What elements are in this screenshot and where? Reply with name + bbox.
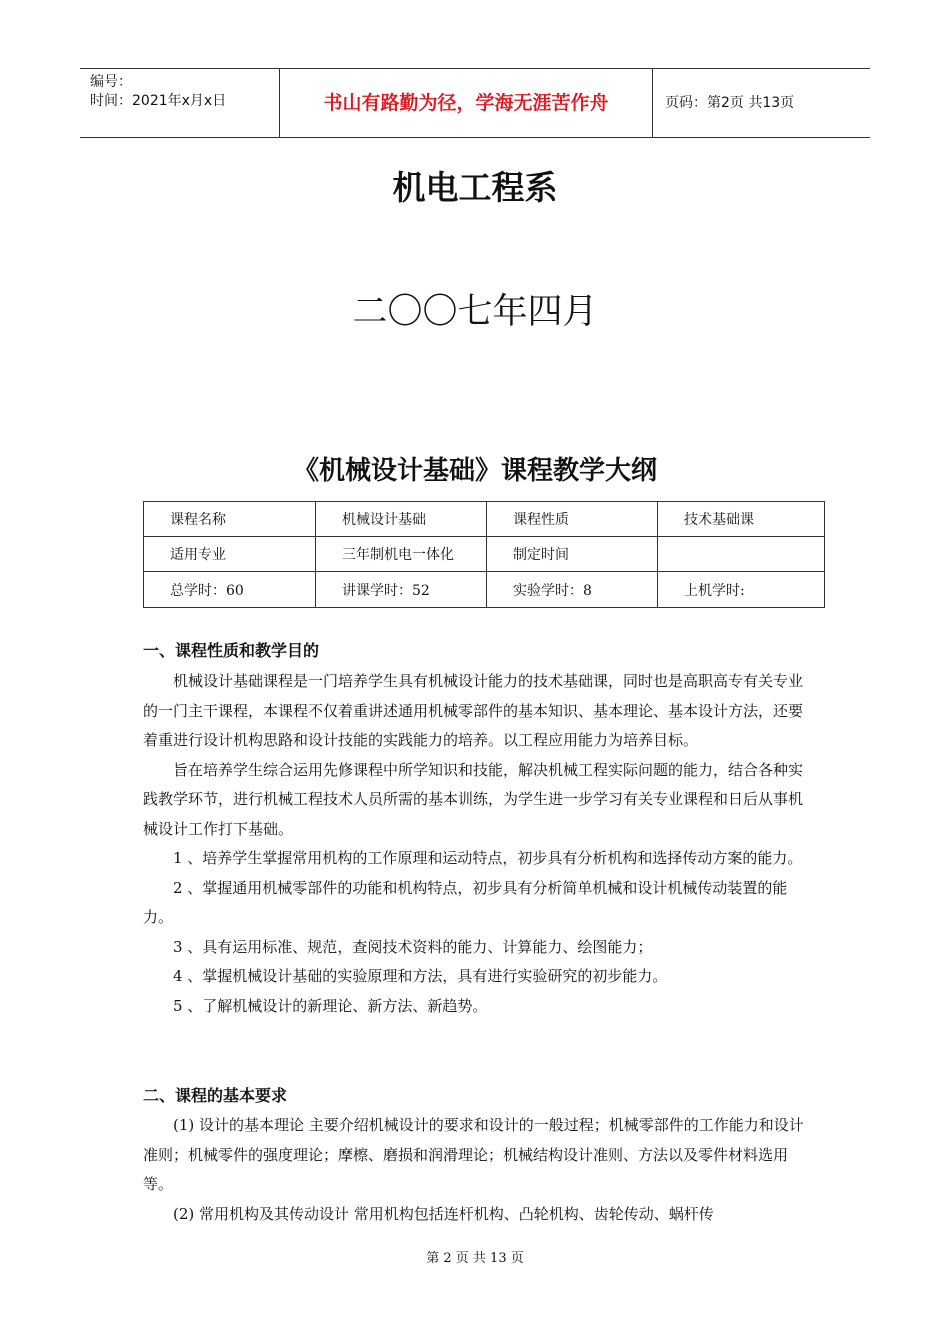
table-cell: 三年制机电一体化 (316, 537, 487, 572)
paragraph: (2) 常用机构及其传动设计 常用机构包括连杆机构、凸轮机构、齿轮传动、蜗杆传 (173, 1204, 714, 1223)
table-cell: 机械设计基础 (316, 502, 487, 537)
section1-heading: 一、课程性质和教学目的 (143, 641, 320, 660)
page-header (80, 68, 870, 138)
paragraph: 旨在培养学生综合运用先修课程中所学知识和技能，解决机械工程实际问题的能力，结合各种实践教学环节，进行机械工程技术人员所需的基本训练，为学生进一步学习有关专业课程和日后从事机械设计工作打下基础。 (143, 760, 804, 838)
table-cell: 实验学时：8 (487, 572, 658, 608)
number-label: 编号： (90, 74, 132, 90)
table-row (144, 572, 825, 608)
table-row (144, 502, 825, 537)
page-footer: 第 2 页 共 13 页 (426, 1251, 524, 1266)
paragraph: (1) 设计的基本理论 主要介绍机械设计的要求和设计的一般过程；机械零部件的工作能力和设计准则；机械零件的强度理论；摩檫、磨损和润滑理论；机械结构设计准则、方法以及零件材料选用等。 (143, 1116, 804, 1193)
header-meta (80, 69, 280, 137)
section2-body (143, 1111, 811, 1229)
paragraph: 2 、掌握通用机械零部件的功能和机构特点，初步具有分析简单机械和设计机械传动装置的能力。 (143, 878, 788, 926)
table-cell (658, 537, 825, 572)
course-info-table (143, 501, 825, 608)
table-cell: 讲课学时：52 (316, 572, 487, 608)
table-cell: 适用专业 (144, 537, 316, 572)
date-title: 二〇〇七年四月 (352, 292, 598, 332)
table-cell: 制定时间 (487, 537, 658, 572)
paragraph: 3 、具有运用标准、规范，查阅技术资料的能力、计算能力、绘图能力； (173, 937, 653, 956)
paragraph: 4 、掌握机械设计基础的实验原理和方法，具有进行实验研究的初步能力。 (173, 967, 668, 985)
table-cell: 上机学时: (658, 572, 825, 608)
table-cell: 总学时：60 (144, 572, 316, 608)
paragraph: 5 、了解机械设计的新理论、新方法、新趋势。 (173, 996, 488, 1015)
header-page-info: 页码：第2页 共13页 (665, 95, 795, 111)
paragraph: 1 、培养学生掌握常用机构的工作原理和运动特点，初步具有分析机构和选择传动方案的能力。 (173, 849, 803, 867)
section2-heading: 二、课程的基本要求 (143, 1086, 288, 1105)
section1-body (143, 667, 811, 1021)
table-row (144, 537, 825, 572)
paragraph: 机械设计基础课程是一门培养学生具有机械设计能力的技术基础课，同时也是高职高专有关专业的一门主干课程，本课程不仅着重讲述通用机械零部件的基本知识、基本理论、基本设计方法，还要着重进行设计机构思路和设计技能的实践能力的培养。以工程应用能力为培养目标。 (143, 672, 804, 749)
department-title: 机电工程系 (392, 168, 558, 207)
table-cell: 课程性质 (487, 502, 658, 537)
outline-title: 《机械设计基础》课程教学大纲 (292, 456, 657, 486)
table-cell: 技术基础课 (658, 502, 825, 537)
time-label: 时间：2021年x月x日 (90, 93, 227, 109)
table-cell: 课程名称 (144, 502, 316, 537)
header-motto: 书山有路勤为径，学海无涯苦作舟 (280, 69, 653, 137)
